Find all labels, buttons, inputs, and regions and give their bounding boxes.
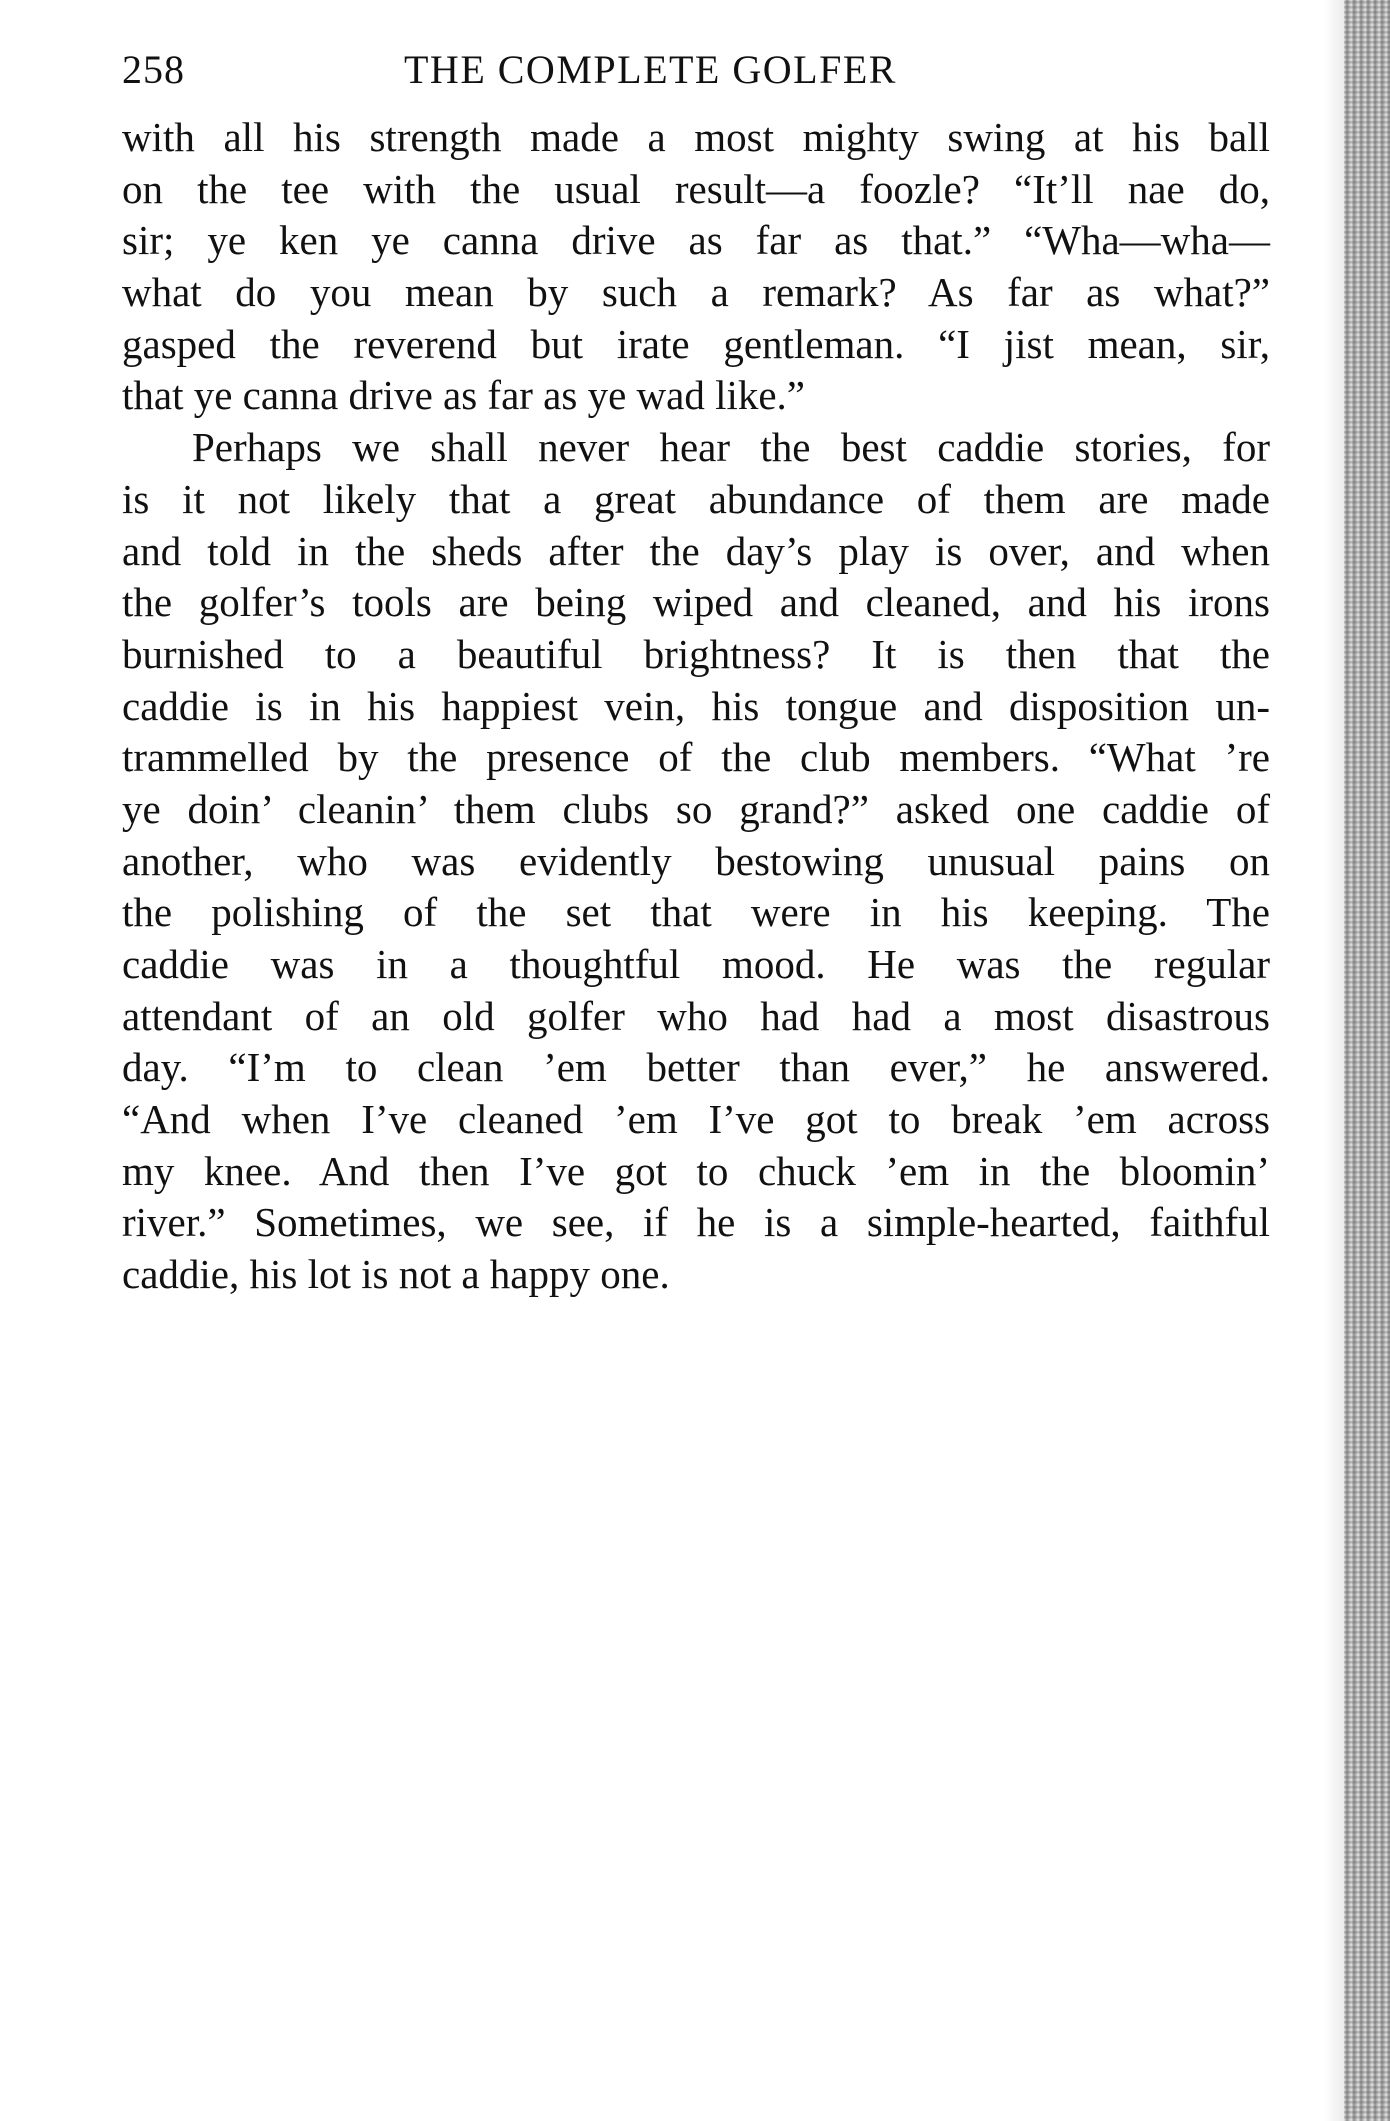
text-line: sir; ye ken ye canna drive as far as that.” “Wha—wha— [122, 217, 1270, 264]
text-line: what do you mean by such a remark? As far as what?” [122, 269, 1270, 316]
text-line: on the tee with the usual result—a foozle? “It’ll nae do, [122, 165, 1270, 212]
text-line: “And when I’ve cleaned ’em I’ve got to break ’em across [122, 1096, 1270, 1143]
text-line: the polishing of the set that were in his keeping. The [122, 889, 1270, 936]
text-line: attendant of an old golfer who had had a most disastrous [122, 992, 1270, 1039]
text-line: trammelled by the presence of the club members. “What ’re [122, 734, 1270, 781]
page-edge-shadow [1324, 0, 1344, 2121]
body-text [122, 112, 1270, 1301]
text-line-paragraph-end: caddie, his lot is not a happy one. [122, 1251, 670, 1298]
text-line: my knee. And then I’ve got to chuck ’em in the bloomin’ [122, 1147, 1270, 1194]
text-line: ye doin’ cleanin’ them clubs so grand?” asked one caddie of [122, 785, 1270, 832]
text-line: and told in the sheds after the day’s play is over, and when [122, 527, 1270, 574]
text-line: burnished to a beautiful brightness? It is then that the [122, 630, 1270, 677]
text-line: day. “I’m to clean ’em better than ever,” he answered. [122, 1044, 1270, 1091]
text-line: gasped the reverend but irate gentleman. “I jist mean, sir, [122, 320, 1270, 367]
text-line: another, who was evidently bestowing unusual pains on [122, 837, 1270, 884]
text-line-paragraph-start: Perhaps we shall never hear the best caddie stories, for [192, 424, 1270, 471]
text-line-paragraph-end: that ye canna drive as far as ye wad like.” [122, 372, 806, 419]
text-line: caddie was in a thoughtful mood. He was the regular [122, 941, 1270, 987]
running-head [122, 42, 1272, 98]
running-title: THE COMPLETE GOLFER [404, 47, 897, 92]
text-line: the golfer’s tools are being wiped and cleaned, and his irons [122, 579, 1270, 626]
text-line: caddie is in his happiest vein, his tongue and disposition un- [122, 682, 1270, 729]
text-line: river.” Sometimes, we see, if he is a simple-hearted, faithful [122, 1199, 1270, 1246]
text-line: with all his strength made a most mighty swing at his ball [122, 114, 1270, 160]
text-line: is it not likely that a great abundance of them are made [122, 475, 1270, 522]
page-number: 258 [122, 47, 185, 92]
page-edge-scan-noise [1344, 0, 1390, 2121]
